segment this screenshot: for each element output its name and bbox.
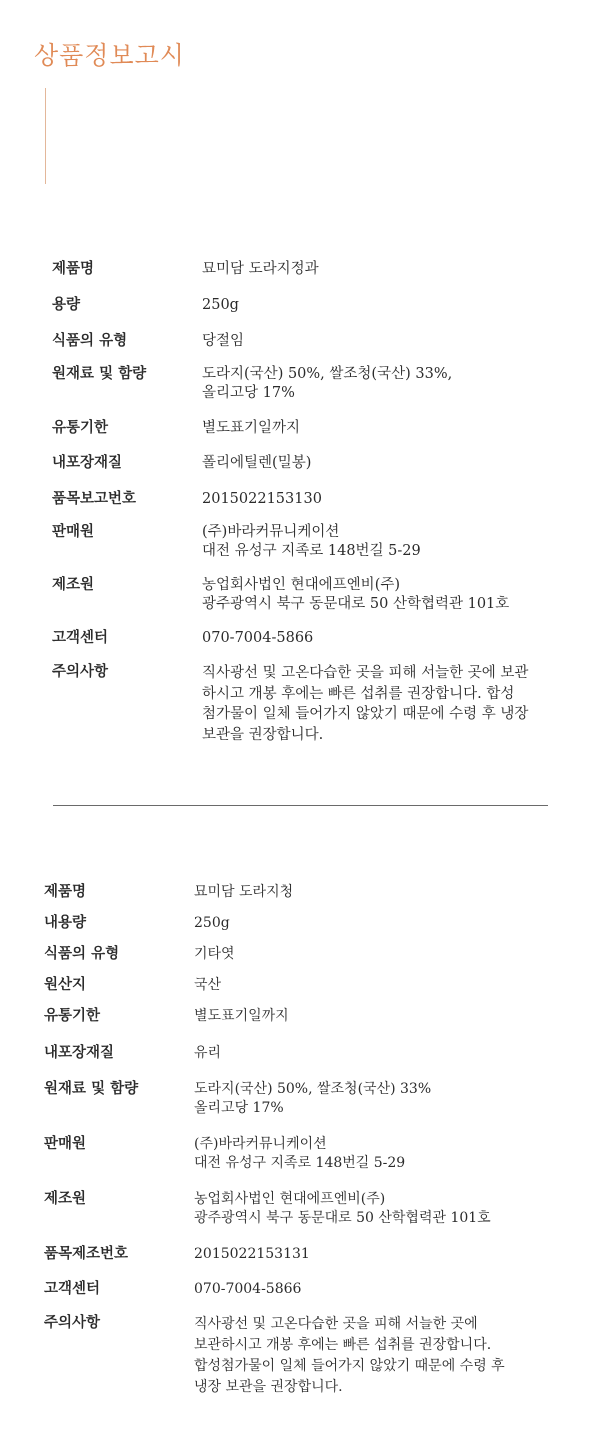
row-value: 도라지(국산) 50%, 쌀조청(국산) 33%, 올리고당 17% xyxy=(202,366,453,401)
info-row-manufacturer xyxy=(52,576,572,614)
info-row-food-type xyxy=(52,332,572,351)
info-row-packaging xyxy=(44,1044,564,1063)
row-label: 제조원 xyxy=(44,1191,87,1207)
row-label: 내용량 xyxy=(44,915,87,931)
info-row-product-name xyxy=(44,883,564,902)
row-value: 250g xyxy=(202,297,239,313)
info-row-net-content xyxy=(44,914,564,933)
row-value: 농업회사법인 현대에프엔비(주) 광주광역시 북구 동문대로 50 산학협력관 101호 xyxy=(194,1191,491,1226)
row-label: 판매원 xyxy=(52,524,95,540)
row-value: (주)바라커뮤니케이션 대전 유성구 지족로 148번길 5-29 xyxy=(194,1136,406,1171)
info-row-report-number xyxy=(52,490,572,509)
row-label: 제품명 xyxy=(44,884,87,900)
row-value: 2015022153131 xyxy=(194,1246,310,1262)
row-label: 제품명 xyxy=(52,261,95,277)
row-value: 유리 xyxy=(194,1045,222,1061)
row-value: 2015022153130 xyxy=(202,491,322,507)
info-row-expiry xyxy=(44,1007,564,1026)
row-value: 별도표기일까지 xyxy=(202,420,301,436)
info-row-customer-center xyxy=(44,1280,564,1299)
info-row-capacity xyxy=(52,296,572,315)
info-row-packaging xyxy=(52,454,572,473)
info-row-manufacturer xyxy=(44,1190,564,1228)
row-label: 용량 xyxy=(52,297,81,313)
row-value: 250g xyxy=(194,915,230,931)
row-label: 판매원 xyxy=(44,1136,87,1152)
row-value: 국산 xyxy=(194,977,222,993)
row-label: 내포장재질 xyxy=(52,455,123,471)
row-label: 유통기한 xyxy=(44,1008,101,1024)
row-value: 070-7004-5866 xyxy=(202,630,314,646)
row-value: 당절임 xyxy=(202,333,245,349)
page-title: 상품정보고시 xyxy=(34,41,185,70)
info-row-customer-center xyxy=(52,629,572,648)
row-value: 별도표기일까지 xyxy=(194,1008,289,1024)
row-label: 품목제조번호 xyxy=(44,1246,129,1262)
row-value: (주)바라커뮤니케이션 대전 유성구 지족로 148번길 5-29 xyxy=(202,524,421,559)
row-label: 주의사항 xyxy=(52,664,109,680)
row-value: 기타엿 xyxy=(194,946,235,962)
row-value: 폴리에틸렌(밀봉) xyxy=(202,455,312,471)
info-row-caution xyxy=(44,1314,564,1398)
section-divider xyxy=(53,805,548,806)
info-row-ingredients xyxy=(44,1080,564,1118)
product-info-table-1 xyxy=(52,260,572,745)
info-row-caution xyxy=(52,663,572,745)
row-label: 제조원 xyxy=(52,577,95,593)
row-label: 원재료 및 함량 xyxy=(52,366,147,382)
row-label: 내포장재질 xyxy=(44,1045,115,1061)
info-row-product-name xyxy=(52,260,572,279)
info-row-food-type xyxy=(44,945,564,964)
row-label: 원재료 및 함량 xyxy=(44,1081,139,1097)
row-label: 품목보고번호 xyxy=(52,491,137,507)
row-value: 묘미담 도라지정과 xyxy=(202,261,319,277)
row-value: 도라지(국산) 50%, 쌀조청(국산) 33% 올리고당 17% xyxy=(194,1081,432,1116)
row-label: 고객센터 xyxy=(52,630,109,646)
row-value: 직사광선 및 고온다습한 곳을 피해 서늘한 곳에 보관 하시고 개봉 후에는 빠른 섭취를 권장합니다. 합성 첨가물이 일체 들어가지 않았기 때문에 수령 후 냉장 보관을 권장합니다. xyxy=(202,665,529,743)
row-value: 직사광선 및 고온다습한 곳을 피해 서늘한 곳에 보관하시고 개봉 후에는 빠른 섭취를 권장합니다. 합성첨가물이 일체 들어가지 않았기 때문에 수령 후 냉장 보관을 권장합니다. xyxy=(194,1316,505,1395)
row-label: 원산지 xyxy=(44,977,87,993)
info-row-origin xyxy=(44,976,564,995)
row-label: 고객센터 xyxy=(44,1281,101,1297)
row-label: 식품의 유형 xyxy=(44,946,120,962)
info-row-seller xyxy=(44,1135,564,1173)
row-value: 070-7004-5866 xyxy=(194,1281,302,1297)
title-accent-rule xyxy=(45,88,46,184)
row-value: 농업회사법인 현대에프엔비(주) 광주광역시 북구 동문대로 50 산학협력관 101호 xyxy=(202,577,510,612)
product-info-table-2 xyxy=(44,883,564,1398)
row-label: 유통기한 xyxy=(52,420,109,436)
row-value: 묘미담 도라지청 xyxy=(194,884,294,900)
info-row-seller xyxy=(52,523,572,561)
row-label: 식품의 유형 xyxy=(52,333,128,349)
info-row-ingredients xyxy=(52,365,572,403)
row-label: 주의사항 xyxy=(44,1315,101,1331)
info-row-expiry xyxy=(52,419,572,438)
info-row-manufacture-number xyxy=(44,1245,564,1264)
